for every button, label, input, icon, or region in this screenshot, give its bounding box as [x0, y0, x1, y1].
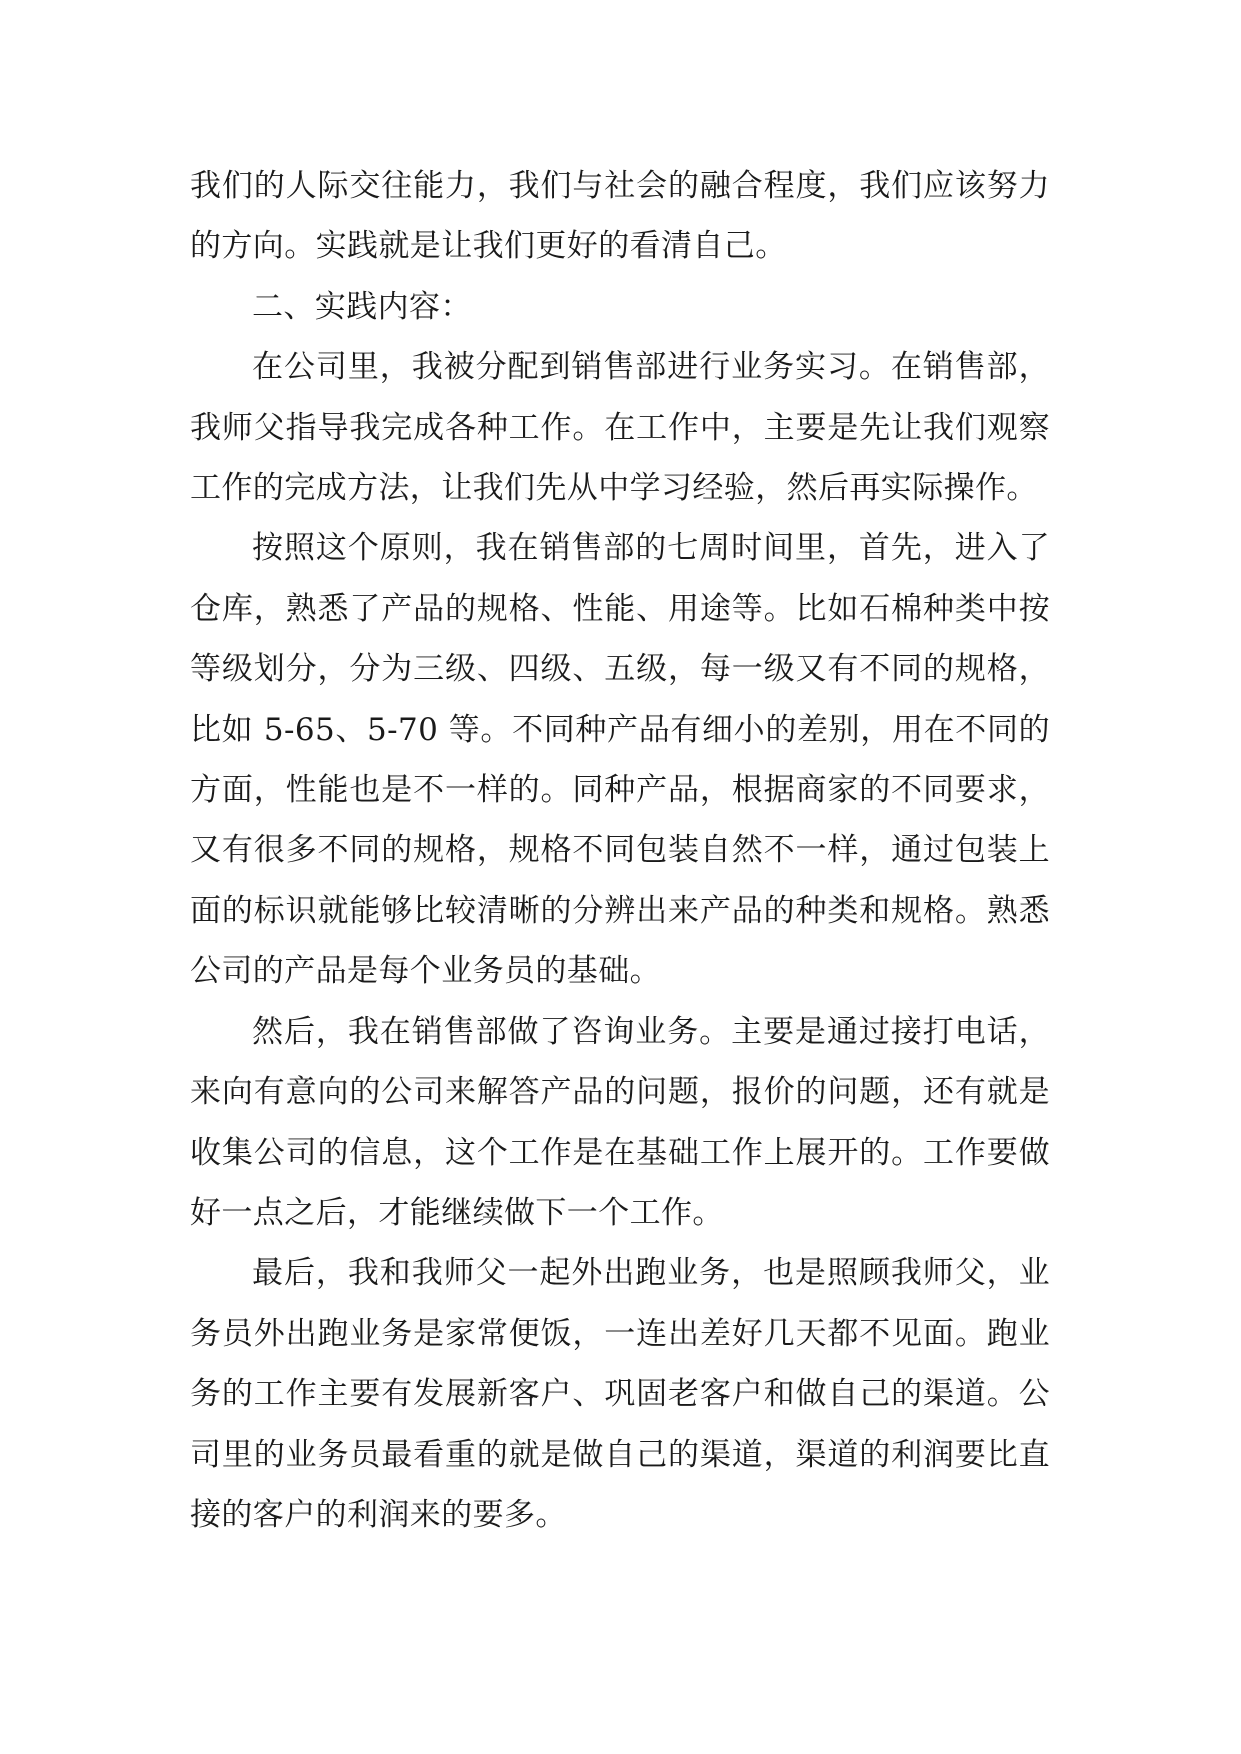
- paragraph-intro-continuation: 我们的人际交往能力，我们与社会的融合程度，我们应该努力的方向。实践就是让我们更好的看清自己。: [190, 168, 1050, 265]
- section-heading-practice-content: 二、实践内容：: [252, 288, 472, 325]
- paragraph-warehouse-products: 按照这个原则，我在销售部的七周时间里，首先，进入了仓库，熟悉了产品的规格、性能、用途等。比如石棉种类中按等级划分，分为三级、四级、五级，每一级又有不同的规格，比如 5-65、5-70 等。不同种产品有细小的差别，用在不同的方面，性能也是不一样的。同种产品，根据商家的不同要求，又有很多不同的规格，规格不同包装自然不一样，通过包装上面的标识就能够比较清晰的分辨出来产品的种类和规格。熟悉公司的产品是每个业务员的基础。: [190, 530, 1050, 990]
- paragraph-consulting-business: 然后，我在销售部做了咨询业务。主要是通过接打电话，来向有意向的公司来解答产品的问题，报价的问题，还有就是收集公司的信息，这个工作是在基础工作上展开的。工作要做好一点之后，才能继续做下一个工作。: [190, 1013, 1050, 1231]
- document-page: [190, 156, 1050, 1545]
- paragraph-sales-assignment: 在公司里，我被分配到销售部进行业务实习。在销售部，我师父指导我完成各种工作。在工作中，主要是先让我们观察工作的完成方法，让我们先从中学习经验，然后再实际操作。: [190, 349, 1050, 507]
- paragraph-field-sales: 最后，我和我师父一起外出跑业务，也是照顾我师父，业务员外出跑业务是家常便饭，一连出差好几天都不见面。跑业务的工作主要有发展新客户、巩固老客户和做自己的渠道。公司里的业务员最看重的就是做自己的渠道，渠道的利润要比直接的客户的利润来的要多。: [190, 1255, 1050, 1533]
